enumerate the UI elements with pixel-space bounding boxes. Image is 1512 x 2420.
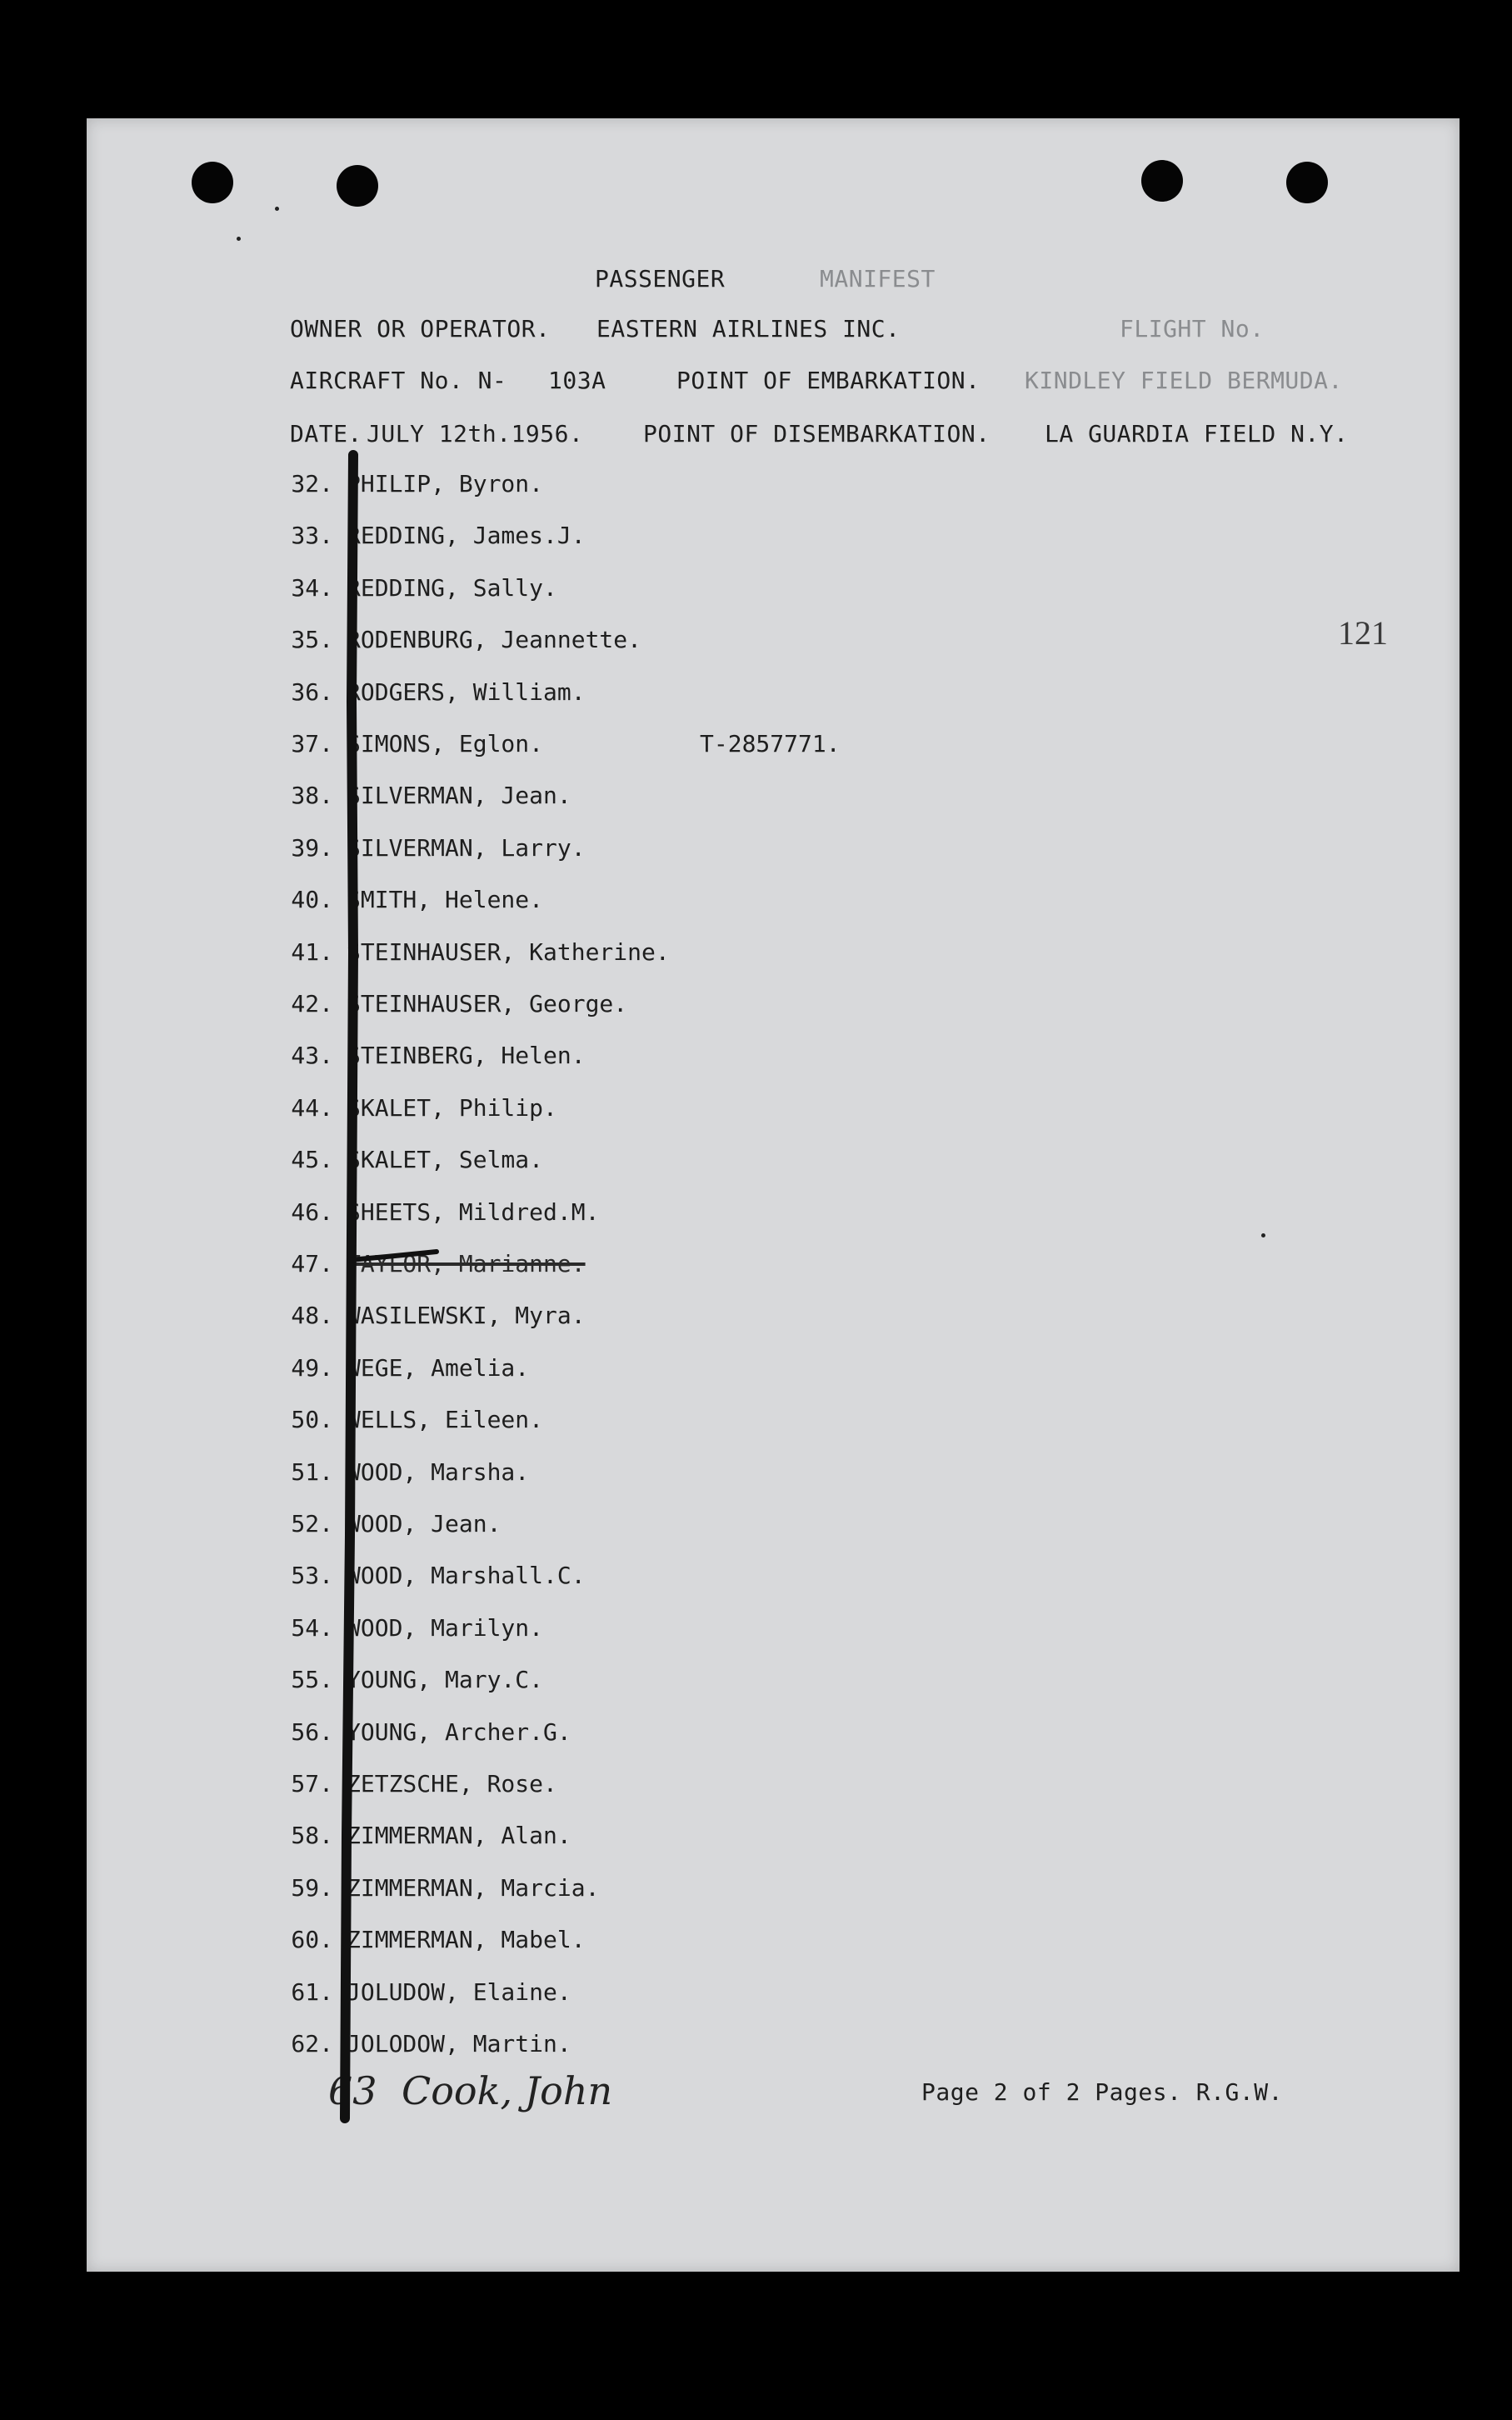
passenger-number: 36. [291,678,333,706]
passenger-number: 51. [291,1458,333,1486]
passenger-name: WASILEWSKI, Myra. [347,1302,586,1330]
passenger-number: 40. [291,886,333,914]
date-value: JULY 12th.1956. [367,420,584,448]
ink-bracket-line [87,118,1460,2272]
passenger-number: 48. [291,1302,333,1330]
passenger-name: REDDING, Sally. [347,573,557,602]
owner-label: OWNER OR OPERATOR. [290,315,551,342]
passenger-number: 35. [291,626,333,654]
passenger-number: 43. [291,1042,333,1070]
passenger-name: ZETZSCHE, Rose. [347,1770,557,1798]
manifest-title-left: PASSENGER [595,265,726,292]
passenger-number: 39. [291,833,333,862]
passenger-number: 33. [291,522,333,550]
passenger-number: 55. [291,1666,333,1694]
passenger-number: 57. [291,1770,333,1798]
owner-value: EASTERN AIRLINES INC. [596,315,901,342]
passenger-number: 60. [291,1926,333,1954]
ink-bracket-stroke [345,455,353,2118]
passenger-number: 44. [291,1093,333,1122]
passenger-name: JOLODOW, Martin. [347,2030,571,2058]
passenger-number: 54. [291,1613,333,1642]
passenger-name: WELLS, Eileen. [347,1406,544,1434]
passenger-name: YOUNG, Mary.C. [347,1666,544,1694]
disembark-label: POINT OF DISEMBARKATION. [643,420,991,448]
date-label: DATE. [290,420,362,448]
passenger-name: WOOD, Marshall.C. [347,1562,586,1590]
passenger-number: 42. [291,990,333,1018]
embark-value: KINDLEY FIELD BERMUDA. [1025,367,1343,394]
manifest-title-right: MANIFEST [820,265,936,292]
passenger-name: WOOD, Marilyn. [347,1613,544,1642]
passenger-name: ZIMMERMAN, Alan. [347,1822,571,1850]
passenger-name: REDDING, James.J. [347,522,586,550]
passenger-number: 52. [291,1510,333,1538]
handwritten-number: 63 [328,2068,377,2113]
passenger-name: SILVERMAN, Jean. [347,782,571,810]
passenger-name: WOOD, Marsha. [347,1458,530,1486]
handwritten-passenger-name: Cook, John [402,2068,613,2113]
passenger-name: STEINHAUSER, Katherine. [347,938,670,966]
passenger-number: 59. [291,1873,333,1902]
flight-number-label: FLIGHT No. [1120,315,1265,342]
passenger-name: STEINHAUSER, George. [347,990,628,1018]
passenger-number: 50. [291,1406,333,1434]
passenger-number: 41. [291,938,333,966]
passenger-name: SHEETS, Mildred.M. [347,1198,600,1226]
passenger-number: 62. [291,2030,333,2058]
passenger-number: 53. [291,1562,333,1590]
passenger-name: STEINBERG, Helen. [347,1042,586,1070]
passenger-number: 38. [291,782,333,810]
passenger-number: 46. [291,1198,333,1226]
passenger-name: SIMONS, Eglon. [347,730,544,758]
passenger-number: 34. [291,573,333,602]
passenger-name: ZIMMERMAN, Marcia. [347,1873,600,1902]
embark-label: POINT OF EMBARKATION. [676,367,981,394]
passenger-number: 32. [291,470,333,498]
passenger-name: WEGE, Amelia. [347,1353,530,1382]
aircraft-label: AIRCRAFT No. N- [290,367,507,394]
passenger-name: JOLUDOW, Elaine. [347,1978,571,2006]
page-number: 121 [1338,614,1388,652]
disembark-value: LA GUARDIA FIELD N.Y. [1045,420,1349,448]
ink-bracket-hook [350,1252,437,1260]
manifest-page [87,118,1460,2272]
passenger-name: RODENBURG, Jeannette. [347,626,642,654]
passenger-number: 56. [291,1718,333,1746]
passenger-number: 45. [291,1146,333,1174]
passenger-name: RODGERS, William. [347,678,586,706]
passenger-name: SMITH, Helene. [347,886,544,914]
passenger-name: PHILIP, Byron. [347,470,544,498]
passenger-name: SKALET, Selma. [347,1146,544,1174]
passenger-name: SKALET, Philip. [347,1093,557,1122]
passenger-name: SILVERMAN, Larry. [347,833,586,862]
passenger-number: 49. [291,1353,333,1382]
passenger-number: 47. [291,1250,333,1278]
aircraft-value: 103A [548,367,606,394]
passenger-name: YOUNG, Archer.G. [347,1718,571,1746]
passenger-name: ZIMMERMAN, Mabel. [347,1926,586,1954]
passenger-name-struck: TAYLOR, Marianne. [347,1250,586,1278]
passenger-document-number: T-2857771. [700,730,841,758]
passenger-number: 61. [291,1978,333,2006]
passenger-number: 58. [291,1822,333,1850]
passenger-number: 37. [291,730,333,758]
passenger-name: WOOD, Jean. [347,1510,502,1538]
page-footer: Page 2 of 2 Pages. R.G.W. [921,2078,1283,2106]
